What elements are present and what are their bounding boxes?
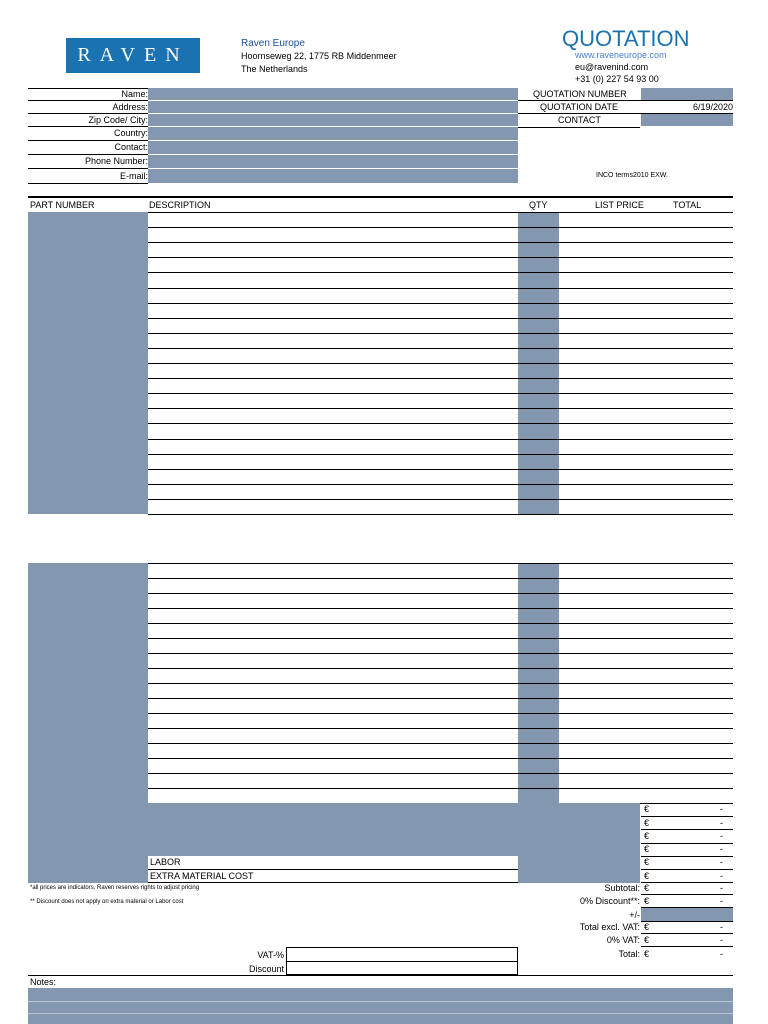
col-part-number: PART NUMBER — [30, 200, 95, 210]
table-row-line — [148, 788, 733, 789]
email-field[interactable] — [148, 169, 518, 183]
page-title: QUOTATION — [562, 26, 690, 51]
amount-value: - — [720, 857, 723, 867]
raven-logo: RAVEN — [66, 38, 200, 73]
company-name: Raven Europe — [241, 38, 305, 49]
part-number-column-2[interactable] — [28, 563, 148, 803]
table-row-line — [148, 348, 733, 349]
table-row-line — [148, 272, 733, 273]
table-row-line — [148, 303, 733, 304]
company-address-line1: Hoornseweg 22, 1775 RB Middenmeer — [241, 51, 397, 61]
part-number-column[interactable] — [28, 212, 148, 514]
table-row-line — [641, 869, 733, 870]
subtotal-value: - — [720, 883, 723, 893]
footnote-discount: ** Discount does not apply on extra material or Labor cost — [30, 899, 184, 905]
divider — [28, 183, 148, 184]
summary-band — [28, 803, 640, 856]
table-row-line — [148, 593, 733, 594]
label-country: Country: — [113, 128, 148, 138]
table-row-line — [148, 698, 733, 699]
label-phone: Phone Number: — [84, 156, 148, 166]
label-name: Name: — [121, 89, 148, 99]
euro-sign: € — [644, 831, 650, 841]
euro-sign: € — [644, 844, 650, 854]
extra-material-label: EXTRA MATERIAL COST — [150, 871, 254, 881]
table-row-line — [148, 608, 733, 609]
table-top-rule — [28, 196, 733, 198]
divider — [148, 869, 518, 870]
col-description: DESCRIPTION — [149, 200, 211, 210]
table-row-line — [641, 829, 733, 830]
discount-label: 0% Discount**: — [579, 896, 640, 906]
table-row-line — [148, 242, 733, 243]
table-row-line — [148, 363, 733, 364]
phone-field[interactable] — [148, 155, 518, 168]
total-excl-vat-value: - — [720, 922, 723, 932]
euro-sign: € — [644, 949, 650, 959]
website-link[interactable]: www.raveneurope.com — [575, 50, 667, 60]
labor-extra-qty-band — [518, 856, 640, 883]
notes-field[interactable] — [28, 988, 733, 1024]
divider — [28, 113, 148, 114]
plus-minus-label: +/- — [629, 910, 640, 920]
table-row-line — [148, 563, 733, 564]
divider — [148, 882, 518, 883]
table-row-line — [148, 668, 733, 669]
footnote-prices: *all prices are indicators, Raven reserves rights to adjust pricing — [30, 885, 200, 891]
table-row-line — [148, 333, 733, 334]
amount-value: - — [720, 844, 723, 854]
total-excl-vat-label: Total excl. VAT: — [579, 922, 640, 932]
notes-label: Notes: — [30, 977, 57, 987]
divider — [641, 933, 733, 934]
euro-sign: € — [644, 896, 650, 906]
table-row-line — [148, 212, 733, 213]
vat-value: - — [720, 935, 723, 945]
table-row-line — [148, 713, 733, 714]
incoterms: INCO terms2010 EXW. — [596, 172, 668, 179]
total-value: - — [720, 949, 723, 959]
table-row-line — [148, 743, 733, 744]
table-row-line — [148, 393, 733, 394]
quotation-date-label: QUOTATION DATE — [540, 102, 618, 112]
name-field[interactable] — [148, 88, 518, 100]
address-field[interactable] — [148, 101, 518, 113]
table-row-line — [148, 454, 733, 455]
divider — [28, 168, 148, 169]
divider — [28, 154, 148, 155]
labor-label: LABOR — [150, 857, 181, 867]
table-row-line — [148, 773, 733, 774]
euro-sign: € — [644, 935, 650, 945]
euro-sign: € — [644, 922, 650, 932]
col-qty: QTY — [529, 200, 548, 210]
table-row-line — [148, 514, 733, 515]
table-row-line — [148, 378, 733, 379]
divider — [28, 140, 148, 141]
table-row-line — [148, 408, 733, 409]
label-address: Address: — [112, 102, 148, 112]
amount-value: - — [720, 804, 723, 814]
label-email: E-mail: — [119, 171, 148, 181]
company-address-line2: The Netherlands — [241, 64, 308, 74]
discount-input-label: Discount — [248, 964, 284, 974]
table-row-line — [148, 623, 733, 624]
labor-extra-band — [28, 856, 148, 883]
quotation-date-value[interactable]: 6/19/2020 — [692, 102, 733, 112]
vat-label: 0% VAT: — [606, 935, 640, 945]
country-field[interactable] — [148, 127, 518, 140]
divider — [641, 946, 733, 947]
table-row-line — [148, 484, 733, 485]
label-zip-city: Zip Code/ City: — [88, 115, 148, 125]
table-row-line — [148, 653, 733, 654]
euro-sign: € — [644, 857, 650, 867]
table-row-line — [148, 423, 733, 424]
euro-sign: € — [644, 883, 650, 893]
contact-email[interactable]: eu@ravenind.com — [575, 62, 649, 72]
table-row-line — [148, 499, 733, 500]
divider — [28, 126, 148, 127]
table-row-line — [148, 439, 733, 440]
quotation-number-label: QUOTATION NUMBER — [533, 89, 627, 99]
table-row-line — [148, 469, 733, 470]
table-row-line — [148, 758, 733, 759]
table-row-line — [148, 728, 733, 729]
label-contact: Contact: — [114, 142, 148, 152]
table-row-line — [148, 318, 733, 319]
discount-input[interactable] — [287, 962, 517, 974]
col-list-price: LIST PRICE — [595, 200, 644, 210]
euro-sign: € — [644, 818, 650, 828]
amount-value: - — [720, 831, 723, 841]
divider — [28, 1013, 733, 1014]
table-row-line — [641, 816, 733, 817]
amount-value: - — [720, 871, 723, 881]
divider — [518, 127, 640, 128]
table-row-line — [148, 288, 733, 289]
table-row-line — [148, 257, 733, 258]
plus-minus-field[interactable] — [641, 908, 733, 921]
zip-city-field[interactable] — [148, 114, 518, 126]
vat-pct-input[interactable] — [287, 948, 517, 960]
vat-pct-label: VAT-% — [257, 950, 284, 960]
contact-field[interactable] — [148, 141, 518, 154]
divider — [28, 1001, 733, 1002]
col-total: TOTAL — [673, 200, 702, 210]
contact-label: CONTACT — [558, 115, 601, 125]
contact-phone: +31 (0) 227 54 93 00 — [575, 74, 659, 84]
table-row-line — [148, 683, 733, 684]
contact-person-field[interactable] — [641, 114, 733, 126]
euro-sign: € — [644, 871, 650, 881]
table-row-line — [148, 638, 733, 639]
total-label: Total: — [618, 949, 640, 959]
divider — [28, 975, 733, 976]
subtotal-label: Subtotal: — [604, 883, 640, 893]
table-row-line — [148, 578, 733, 579]
amount-value: - — [720, 818, 723, 828]
quotation-number-field[interactable] — [641, 88, 733, 100]
divider — [28, 100, 148, 101]
divider — [641, 894, 733, 895]
table-row-line — [148, 227, 733, 228]
discount-value: - — [720, 896, 723, 906]
divider — [518, 100, 733, 101]
euro-sign: € — [644, 804, 650, 814]
